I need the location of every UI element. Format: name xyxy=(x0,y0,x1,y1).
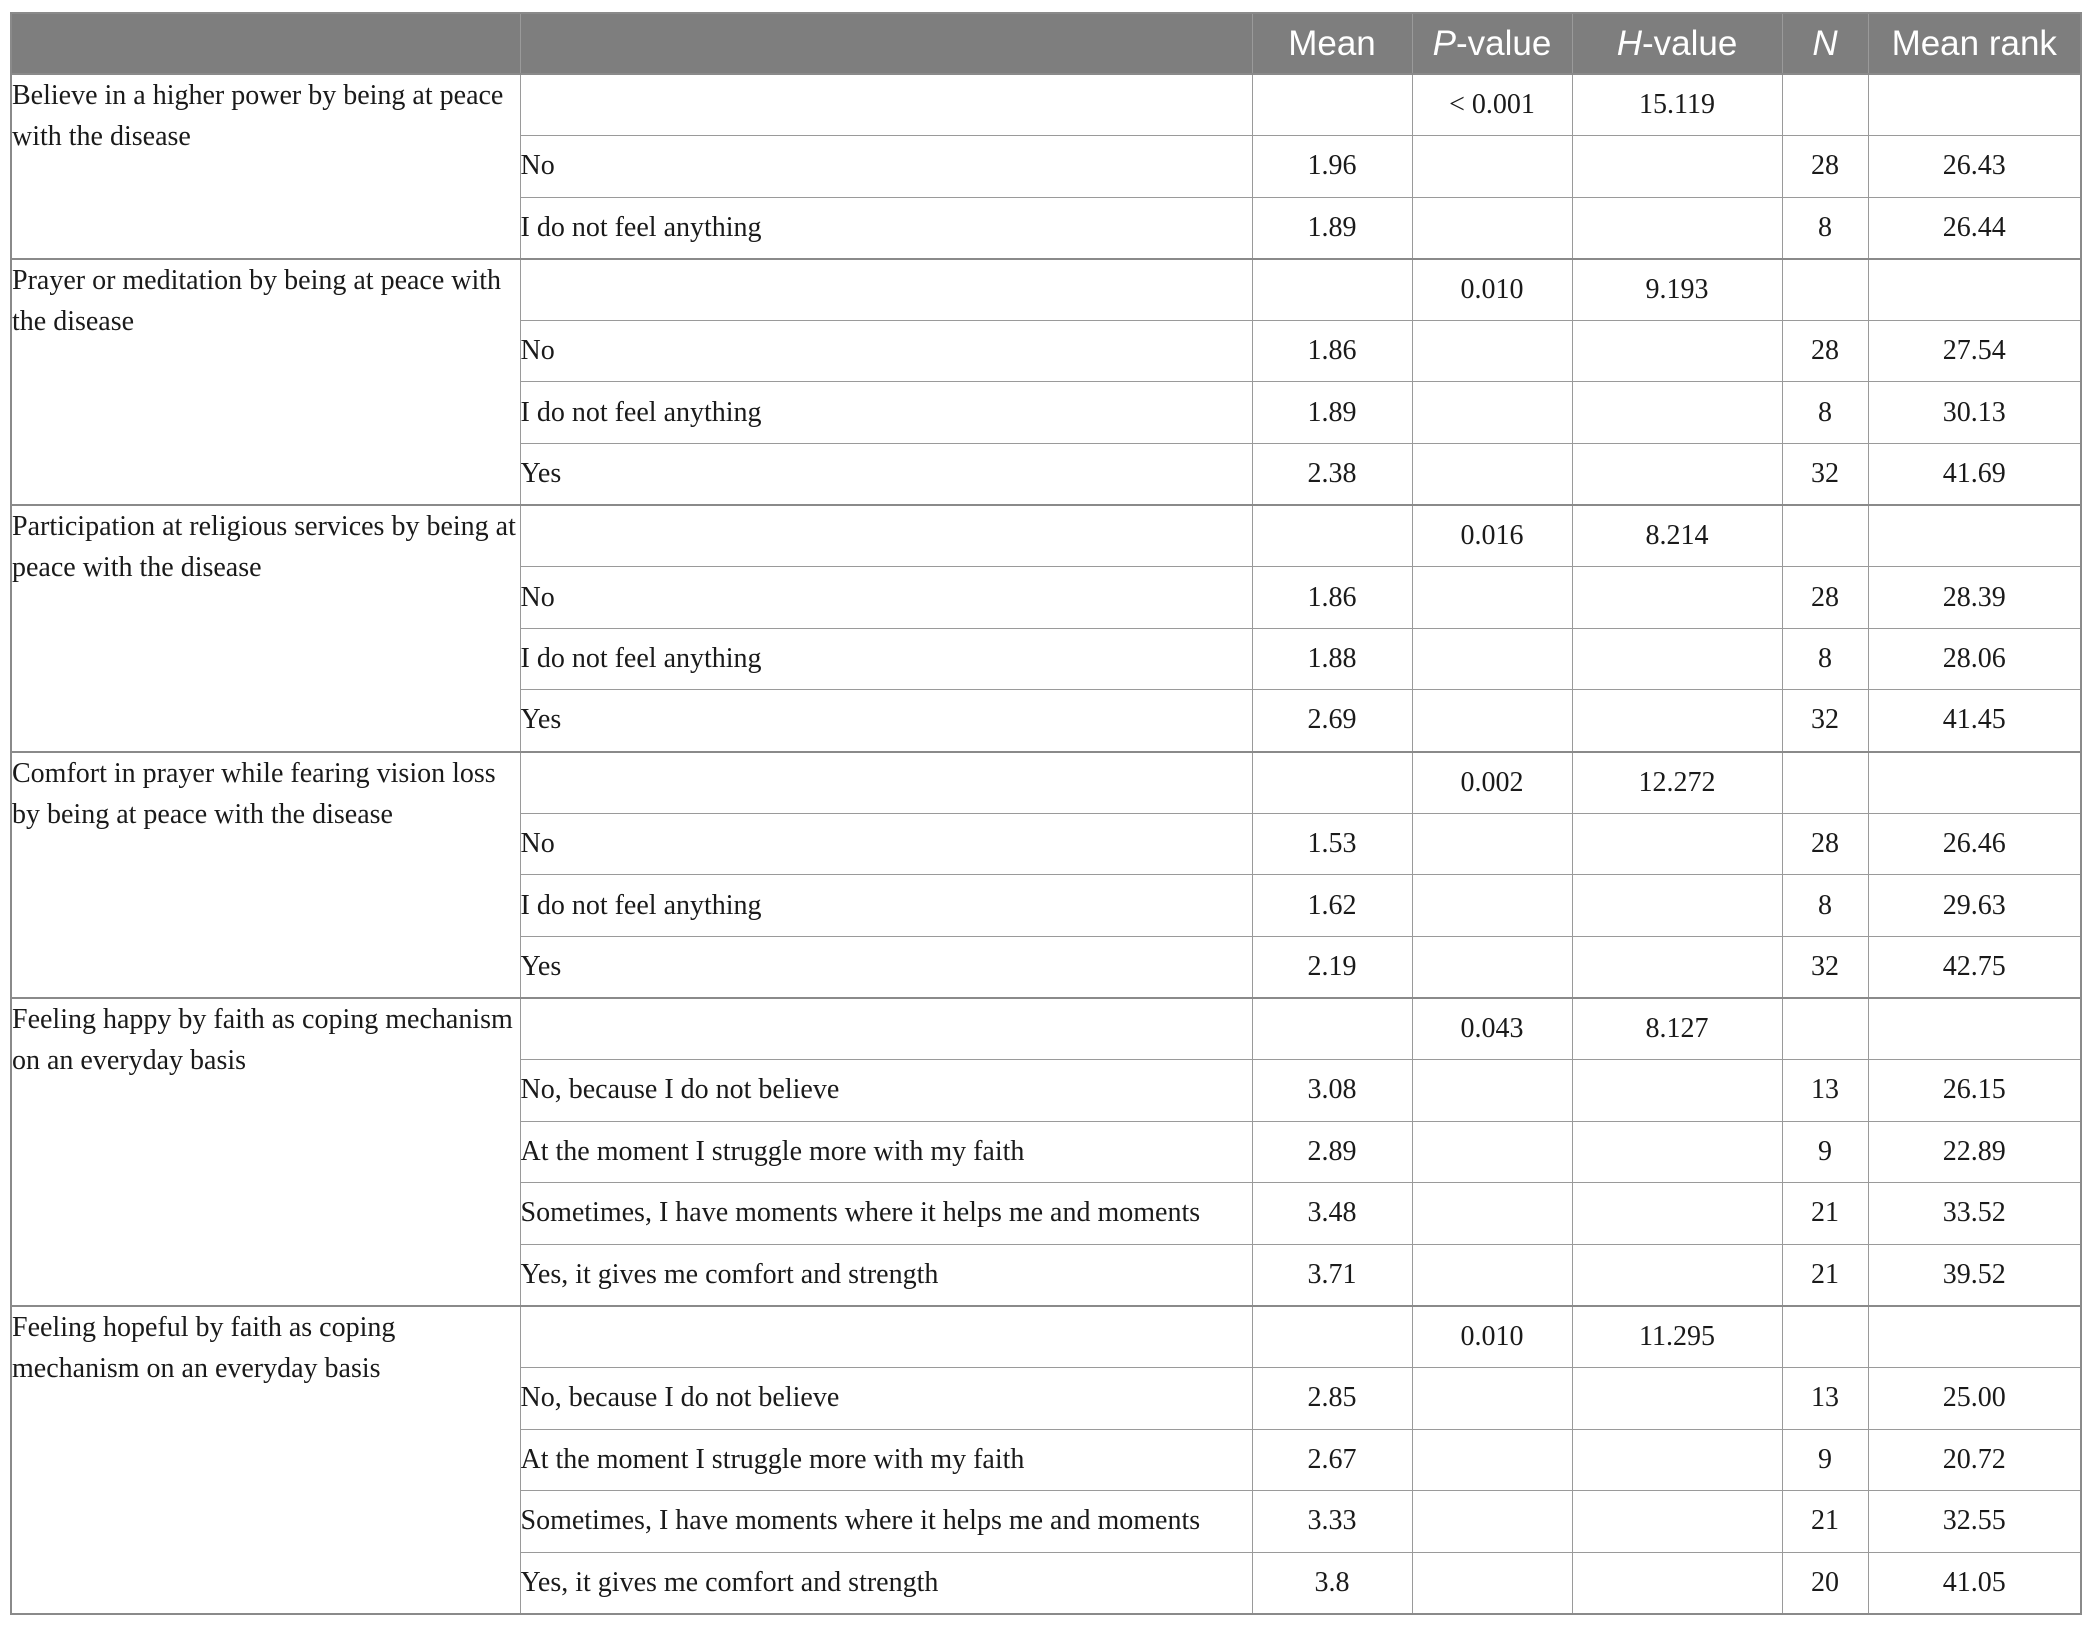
h-value-cell xyxy=(1572,1121,1782,1183)
header-mean-rank: Mean rank xyxy=(1868,13,2081,74)
h-value-cell: 8.127 xyxy=(1572,998,1782,1060)
header-h-value xyxy=(1572,13,1782,74)
category-cell xyxy=(520,259,1252,321)
mean-cell: 1.86 xyxy=(1252,567,1412,629)
p-value-cell: < 0.001 xyxy=(1412,74,1572,136)
mean-rank-cell: 42.75 xyxy=(1868,936,2081,998)
p-value-cell xyxy=(1412,567,1572,629)
n-cell: 8 xyxy=(1782,382,1868,444)
p-value-cell xyxy=(1412,320,1572,382)
mean-rank-cell: 41.69 xyxy=(1868,444,2081,506)
group-header-row xyxy=(11,998,2081,1060)
category-cell: No xyxy=(520,320,1252,382)
category-cell: I do not feel anything xyxy=(520,875,1252,937)
group-label: Participation at religious services by being at peace with the disease xyxy=(11,505,520,751)
category-cell xyxy=(520,74,1252,136)
category-cell: Sometimes, I have moments where it helps me and moments xyxy=(520,1491,1252,1553)
category-cell: I do not feel anything xyxy=(520,197,1252,259)
mean-cell: 2.67 xyxy=(1252,1429,1412,1491)
n-cell: 28 xyxy=(1782,320,1868,382)
mean-cell: 2.85 xyxy=(1252,1367,1412,1429)
n-cell xyxy=(1782,752,1868,814)
h-value-cell: 8.214 xyxy=(1572,505,1782,567)
h-value-cell xyxy=(1572,567,1782,629)
category-cell: Yes xyxy=(520,444,1252,506)
category-cell: No xyxy=(520,567,1252,629)
n-cell xyxy=(1782,259,1868,321)
mean-rank-cell: 41.45 xyxy=(1868,690,2081,752)
n-cell: 32 xyxy=(1782,936,1868,998)
mean-cell: 1.89 xyxy=(1252,197,1412,259)
category-cell: I do not feel anything xyxy=(520,382,1252,444)
h-value-cell xyxy=(1572,1183,1782,1245)
table-header xyxy=(11,13,2081,74)
mean-rank-cell: 20.72 xyxy=(1868,1429,2081,1491)
p-value-cell xyxy=(1412,1244,1572,1306)
n-cell xyxy=(1782,998,1868,1060)
n-cell xyxy=(1782,1306,1868,1368)
n-cell: 8 xyxy=(1782,197,1868,259)
category-cell: Yes xyxy=(520,690,1252,752)
group-label: Feeling happy by faith as coping mechanism on an everyday basis xyxy=(11,998,520,1306)
mean-cell: 3.71 xyxy=(1252,1244,1412,1306)
n-cell: 28 xyxy=(1782,136,1868,198)
p-value-cell xyxy=(1412,628,1572,690)
h-value-cell xyxy=(1572,875,1782,937)
mean-rank-cell xyxy=(1868,998,2081,1060)
header-h-suffix: -value xyxy=(1641,23,1738,63)
mean-rank-cell: 22.89 xyxy=(1868,1121,2081,1183)
n-cell: 9 xyxy=(1782,1121,1868,1183)
h-value-cell xyxy=(1572,690,1782,752)
mean-cell xyxy=(1252,998,1412,1060)
category-cell: Yes xyxy=(520,936,1252,998)
category-cell: No xyxy=(520,813,1252,875)
h-value-cell xyxy=(1572,936,1782,998)
header-variable xyxy=(11,13,520,74)
header-mean: Mean xyxy=(1252,13,1412,74)
header-p-value xyxy=(1412,13,1572,74)
kruskal-wallis-results-table xyxy=(10,12,2082,1615)
group-label: Feeling hopeful by faith as coping mechanism on an everyday basis xyxy=(11,1306,520,1614)
p-value-cell xyxy=(1412,1367,1572,1429)
group-header-row xyxy=(11,74,2081,136)
p-value-cell xyxy=(1412,197,1572,259)
group-header-row xyxy=(11,752,2081,814)
mean-rank-cell: 26.43 xyxy=(1868,136,2081,198)
mean-rank-cell: 29.63 xyxy=(1868,875,2081,937)
category-cell xyxy=(520,998,1252,1060)
h-value-cell: 9.193 xyxy=(1572,259,1782,321)
category-cell xyxy=(520,752,1252,814)
n-cell: 21 xyxy=(1782,1491,1868,1553)
category-cell: Yes, it gives me comfort and strength xyxy=(520,1552,1252,1614)
n-cell: 9 xyxy=(1782,1429,1868,1491)
mean-cell xyxy=(1252,752,1412,814)
h-value-cell xyxy=(1572,382,1782,444)
h-value-cell xyxy=(1572,197,1782,259)
header-category xyxy=(520,13,1252,74)
mean-rank-cell: 33.52 xyxy=(1868,1183,2081,1245)
h-value-cell xyxy=(1572,1429,1782,1491)
h-value-cell: 12.272 xyxy=(1572,752,1782,814)
mean-cell: 3.33 xyxy=(1252,1491,1412,1553)
mean-rank-cell: 30.13 xyxy=(1868,382,2081,444)
mean-rank-cell: 28.39 xyxy=(1868,567,2081,629)
n-cell: 32 xyxy=(1782,690,1868,752)
mean-rank-cell: 28.06 xyxy=(1868,628,2081,690)
mean-cell: 1.53 xyxy=(1252,813,1412,875)
h-value-cell: 15.119 xyxy=(1572,74,1782,136)
mean-cell: 1.96 xyxy=(1252,136,1412,198)
p-value-cell xyxy=(1412,875,1572,937)
mean-rank-cell xyxy=(1868,74,2081,136)
p-value-cell xyxy=(1412,382,1572,444)
mean-rank-cell: 26.15 xyxy=(1868,1060,2081,1122)
mean-cell xyxy=(1252,259,1412,321)
header-n-italic: N xyxy=(1812,23,1838,63)
mean-rank-cell xyxy=(1868,505,2081,567)
p-value-cell: 0.043 xyxy=(1412,998,1572,1060)
h-value-cell xyxy=(1572,1060,1782,1122)
n-cell: 20 xyxy=(1782,1552,1868,1614)
h-value-cell xyxy=(1572,1367,1782,1429)
h-value-cell xyxy=(1572,1552,1782,1614)
mean-rank-cell: 32.55 xyxy=(1868,1491,2081,1553)
mean-cell xyxy=(1252,1306,1412,1368)
mean-rank-cell: 27.54 xyxy=(1868,320,2081,382)
p-value-cell: 0.016 xyxy=(1412,505,1572,567)
p-value-cell xyxy=(1412,1552,1572,1614)
header-p-suffix: -value xyxy=(1456,23,1552,63)
mean-cell: 2.19 xyxy=(1252,936,1412,998)
p-value-cell xyxy=(1412,1491,1572,1553)
mean-rank-cell xyxy=(1868,1306,2081,1368)
mean-cell xyxy=(1252,505,1412,567)
header-row xyxy=(11,13,2081,74)
mean-cell: 1.89 xyxy=(1252,382,1412,444)
n-cell: 21 xyxy=(1782,1244,1868,1306)
mean-rank-cell: 41.05 xyxy=(1868,1552,2081,1614)
header-p-italic: P xyxy=(1432,23,1457,63)
n-cell xyxy=(1782,74,1868,136)
mean-cell: 2.89 xyxy=(1252,1121,1412,1183)
mean-rank-cell: 26.46 xyxy=(1868,813,2081,875)
p-value-cell xyxy=(1412,690,1572,752)
n-cell xyxy=(1782,505,1868,567)
header-n xyxy=(1782,13,1868,74)
p-value-cell: 0.010 xyxy=(1412,259,1572,321)
mean-cell: 3.08 xyxy=(1252,1060,1412,1122)
mean-cell xyxy=(1252,74,1412,136)
group-label: Believe in a higher power by being at peace with the disease xyxy=(11,74,520,259)
group-header-row xyxy=(11,1306,2081,1368)
category-cell: No, because I do not believe xyxy=(520,1367,1252,1429)
p-value-cell xyxy=(1412,136,1572,198)
mean-cell: 1.88 xyxy=(1252,628,1412,690)
table-group xyxy=(11,752,2081,998)
h-value-cell: 11.295 xyxy=(1572,1306,1782,1368)
table-group xyxy=(11,259,2081,505)
category-cell: Yes, it gives me comfort and strength xyxy=(520,1244,1252,1306)
n-cell: 13 xyxy=(1782,1060,1868,1122)
p-value-cell xyxy=(1412,1060,1572,1122)
mean-cell: 3.48 xyxy=(1252,1183,1412,1245)
table-group xyxy=(11,998,2081,1306)
table-group xyxy=(11,505,2081,751)
mean-cell: 2.38 xyxy=(1252,444,1412,506)
p-value-cell xyxy=(1412,936,1572,998)
n-cell: 28 xyxy=(1782,813,1868,875)
n-cell: 8 xyxy=(1782,628,1868,690)
p-value-cell xyxy=(1412,444,1572,506)
mean-rank-cell: 25.00 xyxy=(1868,1367,2081,1429)
n-cell: 32 xyxy=(1782,444,1868,506)
category-cell: Sometimes, I have moments where it helps me and moments xyxy=(520,1183,1252,1245)
mean-rank-cell: 26.44 xyxy=(1868,197,2081,259)
p-value-cell xyxy=(1412,1121,1572,1183)
h-value-cell xyxy=(1572,628,1782,690)
group-header-row xyxy=(11,259,2081,321)
table-group xyxy=(11,74,2081,259)
mean-cell: 1.86 xyxy=(1252,320,1412,382)
p-value-cell: 0.010 xyxy=(1412,1306,1572,1368)
h-value-cell xyxy=(1572,813,1782,875)
n-cell: 21 xyxy=(1782,1183,1868,1245)
category-cell: At the moment I struggle more with my faith xyxy=(520,1121,1252,1183)
h-value-cell xyxy=(1572,1244,1782,1306)
n-cell: 28 xyxy=(1782,567,1868,629)
group-label: Comfort in prayer while fearing vision loss by being at peace with the disease xyxy=(11,752,520,998)
category-cell: I do not feel anything xyxy=(520,628,1252,690)
n-cell: 13 xyxy=(1782,1367,1868,1429)
mean-rank-cell xyxy=(1868,259,2081,321)
h-value-cell xyxy=(1572,320,1782,382)
mean-cell: 1.62 xyxy=(1252,875,1412,937)
p-value-cell xyxy=(1412,1183,1572,1245)
p-value-cell xyxy=(1412,813,1572,875)
mean-rank-cell xyxy=(1868,752,2081,814)
category-cell xyxy=(520,1306,1252,1368)
group-label: Prayer or meditation by being at peace with the disease xyxy=(11,259,520,505)
h-value-cell xyxy=(1572,444,1782,506)
category-cell xyxy=(520,505,1252,567)
mean-rank-cell: 39.52 xyxy=(1868,1244,2081,1306)
mean-cell: 3.8 xyxy=(1252,1552,1412,1614)
header-h-italic: H xyxy=(1616,23,1642,63)
category-cell: At the moment I struggle more with my faith xyxy=(520,1429,1252,1491)
category-cell: No, because I do not believe xyxy=(520,1060,1252,1122)
category-cell: No xyxy=(520,136,1252,198)
p-value-cell xyxy=(1412,1429,1572,1491)
mean-cell: 2.69 xyxy=(1252,690,1412,752)
n-cell: 8 xyxy=(1782,875,1868,937)
p-value-cell: 0.002 xyxy=(1412,752,1572,814)
table-group xyxy=(11,1306,2081,1614)
h-value-cell xyxy=(1572,1491,1782,1553)
group-header-row xyxy=(11,505,2081,567)
h-value-cell xyxy=(1572,136,1782,198)
